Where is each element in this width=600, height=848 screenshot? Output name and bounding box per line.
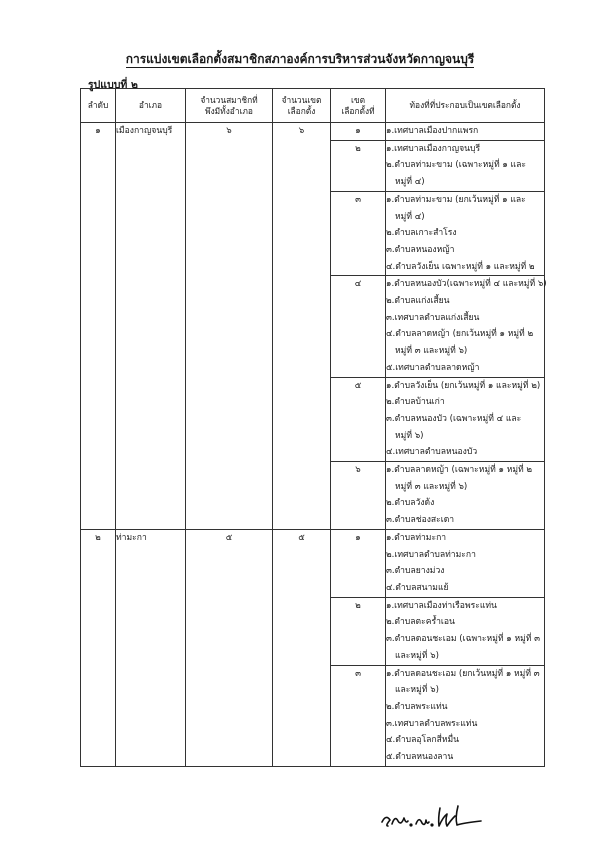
- header-zones-line1: จำนวนเขต: [281, 94, 322, 105]
- header-members-line1: จำนวนสมาชิกที่: [200, 94, 258, 105]
- zone-number: ๓: [331, 191, 386, 276]
- locality-line: ๒.ตำบลท่ามะขาม (เฉพาะหมู่ที่ ๑ และ: [386, 160, 526, 171]
- district-zones: ๖: [273, 123, 331, 530]
- locality-line: ๓.เทศบาลตำบลแก่งเสี้ยน: [386, 312, 480, 323]
- locality-line: ๑.ตำบลหนองบัว(เฉพาะหมู่ที่ ๔ และหมู่ที่ ๖): [386, 279, 547, 290]
- locality-line: ๔.ตำบลสนามแย้: [386, 582, 449, 593]
- locality-line: ๓.ตำบลหนองหญ้า: [386, 244, 455, 255]
- locality-line: ๓.ตำบลหนองบัว (เฉพาะหมู่ที่ ๔ และ: [386, 413, 522, 424]
- form-label: รูปแบบที่ ๒: [88, 79, 138, 91]
- zone-localities: [386, 665, 545, 766]
- zone-number: ๓: [331, 665, 386, 766]
- locality-line: ๔.ตำบลวังเย็น เฉพาะหมู่ที่ ๑ และหมู่ที่ ๒: [386, 261, 535, 272]
- header-zone-line1: เขต: [350, 94, 366, 105]
- locality-line: ๓.เทศบาลตำบลพระแท่น: [386, 718, 478, 729]
- document-title-text: การแบ่งเขตเลือกตั้งสมาชิกสภาองค์การบริหารส่วนจังหวัดกาญจนบุรี: [125, 52, 475, 66]
- zone-localities: [386, 123, 545, 141]
- zone-number: ๕: [331, 377, 386, 462]
- locality-line: ๒.ตำบลวังด้ง: [386, 498, 435, 509]
- locality-line: และหมู่ที่ ๖): [395, 685, 439, 696]
- locality-line: ๑.ตำบลวังเย็น (ยกเว้นหมู่ที่ ๑ และหมู่ที่ ๒): [386, 380, 541, 391]
- district-members: ๕: [186, 529, 273, 766]
- table-header: [81, 89, 545, 123]
- zone-localities: [386, 140, 545, 191]
- locality-line: ๕.เทศบาลตำบลลาดหญ้า: [386, 362, 480, 373]
- locality-line: ๒.ตำบลบ้านเก่า: [386, 397, 445, 408]
- district-seq: ๒: [81, 529, 116, 766]
- document-title: [0, 50, 600, 69]
- locality-line: ๓.ตำบลช่องสะเดา: [386, 515, 455, 526]
- header-members-line2: พึงมีทั้งอำเภอ: [205, 105, 253, 116]
- locality-line: หมู่ที่ ๓ และหมู่ที่ ๖): [395, 481, 468, 492]
- locality-line: ๑.ตำบลลาดหญ้า (เฉพาะหมู่ที่ ๑ หมู่ที่ ๒: [386, 465, 533, 476]
- zone-number: ๒: [331, 140, 386, 191]
- header-zone: [331, 89, 386, 123]
- locality-line: ๔.ตำบลอุโลกสี่หมื่น: [386, 735, 460, 746]
- locality-line: ๔.เทศบาลตำบลหนองบัว: [386, 447, 478, 458]
- zone-number: ๒: [331, 597, 386, 665]
- district-seq: ๑: [81, 123, 116, 530]
- locality-line: ๕.ตำบลหนองลาน: [386, 752, 454, 763]
- zone-localities: [386, 276, 545, 377]
- header-locality: ท้องที่ที่ประกอบเป็นเขตเลือกตั้ง: [386, 89, 545, 123]
- zone-number: ๔: [331, 276, 386, 377]
- locality-line: ๒.ตำบลเกาะสำโรง: [386, 228, 457, 239]
- zone-number: ๑: [331, 529, 386, 597]
- header-seq: ลำดับ: [81, 89, 116, 123]
- district-name: เมืองกาญจนบุรี: [116, 123, 186, 530]
- locality-line: หมู่ที่ ๖): [395, 430, 424, 441]
- zone-localities: [386, 597, 545, 665]
- header-district: อำเภอ: [116, 89, 186, 123]
- table-row: [81, 123, 545, 141]
- locality-line: ๓.ตำบลดอนชะเอม (เฉพาะหมู่ที่ ๑ หมู่ที่ ๓: [386, 634, 541, 645]
- locality-line: หมู่ที่ ๔): [395, 177, 425, 188]
- districting-table: [80, 88, 545, 767]
- locality-line: ๑.เทศบาลเมืองท่าเรือพระแท่น: [386, 600, 497, 611]
- locality-line: ๔.ตำบลลาดหญ้า (ยกเว้นหมู่ที่ ๑ หมู่ที่ ๒: [386, 329, 534, 340]
- locality-line: ๑.ตำบลดอนชะเอม (ยกเว้นหมู่ที่ ๑ หมู่ที่ ๓: [386, 668, 540, 679]
- zone-localities: [386, 377, 545, 462]
- locality-line: ๒.เทศบาลตำบลท่ามะกา: [386, 549, 476, 560]
- district-name: ท่ามะกา: [116, 529, 186, 766]
- zone-number: ๖: [331, 462, 386, 530]
- locality-line: หมู่ที่ ๓ และหมู่ที่ ๖): [395, 346, 468, 357]
- table-body: [81, 123, 545, 767]
- locality-line: ๒.ตำบลแก่งเสี้ยน: [386, 296, 450, 307]
- locality-line: ๑.ตำบลท่ามะขาม (ยกเว้นหมู่ที่ ๑ และ: [386, 194, 526, 205]
- signature-image: [378, 798, 488, 834]
- locality-line: ๒.ตำบลพระแท่น: [386, 701, 448, 712]
- table-row: [81, 529, 545, 597]
- district-zones: ๕: [273, 529, 331, 766]
- locality-line: ๑.เทศบาลเมืองปากแพรก: [386, 126, 479, 136]
- zone-localities: [386, 462, 545, 530]
- header-zones: [273, 89, 331, 123]
- locality-line: ๑.ตำบลท่ามะกา: [386, 532, 447, 543]
- zone-number: ๑: [331, 123, 386, 141]
- zone-localities: [386, 191, 545, 276]
- locality-line: และหมู่ที่ ๖): [395, 650, 439, 661]
- locality-line: ๓.ตำบลยางม่วง: [386, 566, 445, 577]
- district-members: ๖: [186, 123, 273, 530]
- header-zones-line2: เลือกตั้ง: [287, 105, 316, 116]
- locality-line: ๒.ตำบลตะคร้ำเอน: [386, 617, 455, 628]
- locality-line: หมู่ที่ ๔): [395, 211, 425, 222]
- header-zone-line2: เลือกตั้งที่: [341, 105, 375, 116]
- locality-line: ๑.เทศบาลเมืองกาญจนบุรี: [386, 143, 481, 154]
- header-members: [186, 89, 273, 123]
- zone-localities: [386, 529, 545, 597]
- header-row: [81, 89, 545, 123]
